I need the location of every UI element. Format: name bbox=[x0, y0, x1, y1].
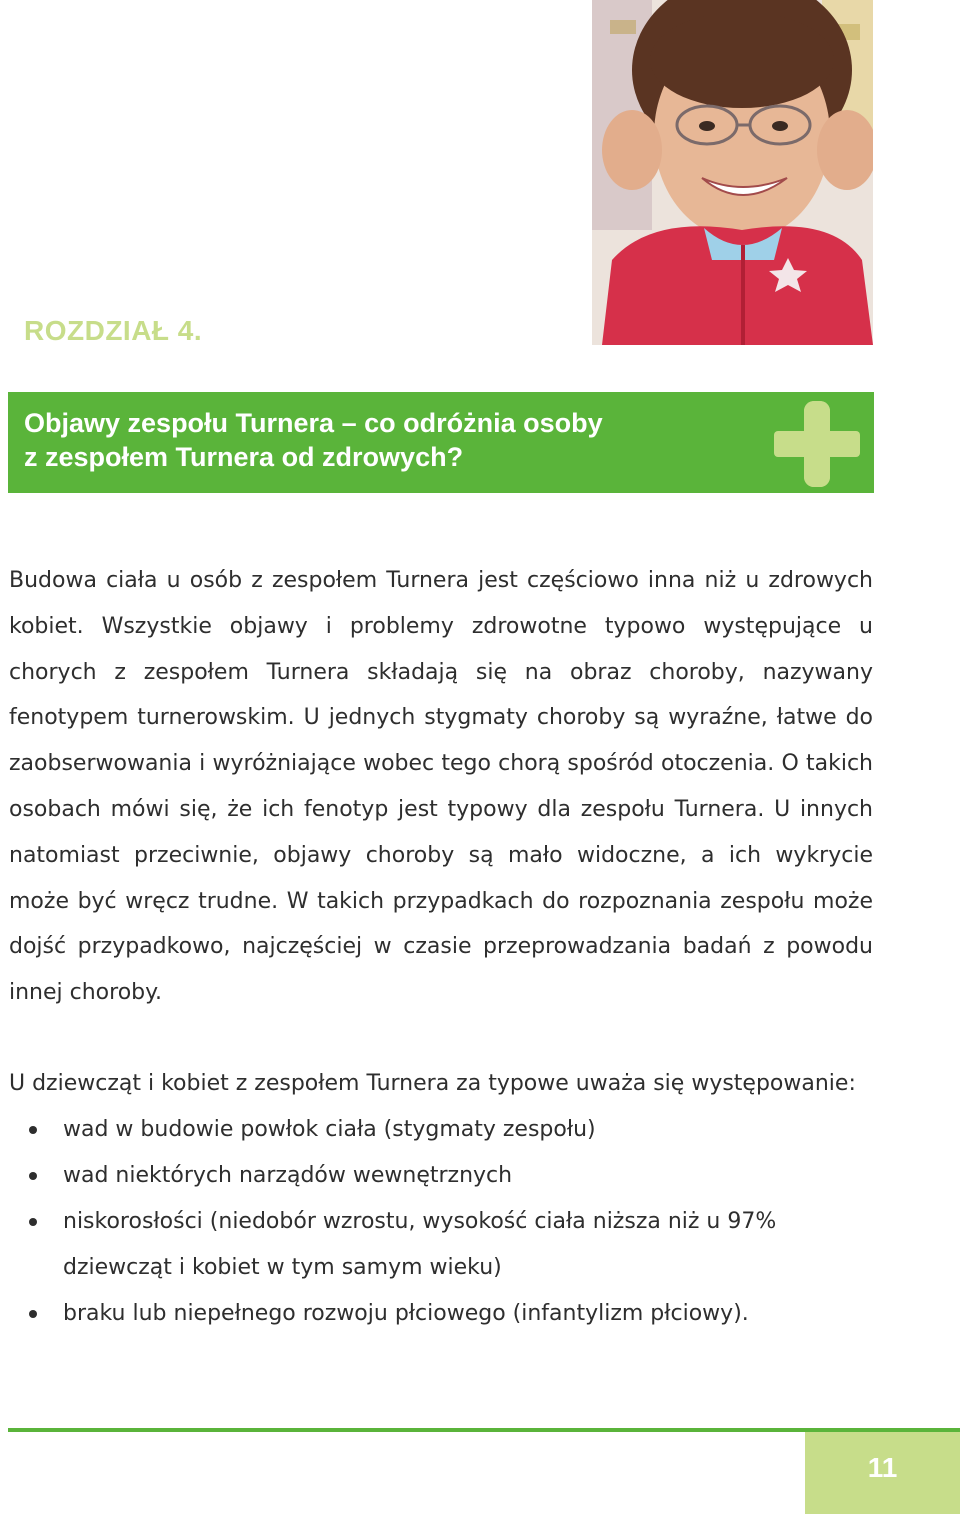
symptom-list bbox=[0, 1107, 873, 1337]
section-title bbox=[24, 406, 744, 474]
list-item bbox=[0, 1107, 873, 1153]
list-item bbox=[0, 1199, 873, 1291]
section-title-line-2: z zespołem Turnera od zdrowych? bbox=[24, 442, 464, 472]
page-number-box bbox=[805, 1432, 960, 1514]
chapter-label: ROZDZIAŁ 4. bbox=[24, 315, 203, 346]
bullet-icon bbox=[29, 1126, 37, 1134]
list-item bbox=[0, 1291, 873, 1337]
section-title-line-1: Objawy zespołu Turnera – co odróżnia osoby bbox=[24, 408, 603, 438]
section-title-banner bbox=[8, 392, 874, 493]
bullet-icon bbox=[29, 1218, 37, 1226]
list-intro: U dziewcząt i kobiet z zespołem Turnera za typowe uważa się występowanie: bbox=[9, 1071, 856, 1096]
page-number: 11 bbox=[867, 1452, 898, 1483]
girl-with-glasses-photo bbox=[592, 0, 873, 345]
list-item-text: wad niektórych narządów wewnętrznych bbox=[63, 1163, 513, 1188]
list-item-text: wad w budowie powłok ciała (stygmaty zespołu) bbox=[63, 1117, 596, 1142]
bullet-icon bbox=[29, 1172, 37, 1180]
list-item bbox=[0, 1153, 873, 1199]
bullet-icon bbox=[29, 1310, 37, 1318]
body-paragraph: Budowa ciała u osób z zespołem Turnera jest częściowo inna niż u zdrowych kobiet. Wszystkie objawy i problemy zdrowotne typowo występujące u chorych z zespołem Turnera składają się na obraz choroby, nazywany fenotypem turnerowskim. U jednych stygmaty choroby są wyraźne, łatwe do zaobserwowania i wyróżniające wobec tego chorą spośród otoczenia. O takich osobach mówi się, że ich fenotyp jest typowy dla zespołu Turnera. U innych natomiast przeciwnie, objawy choroby są mało widoczne, a ich wykrycie może być wręcz trudne. W takich przypadkach do rozpoznania zespołu może dojść przypadkowo, najczęściej w czasie przeprowadzania badań z powodu innej choroby. bbox=[9, 568, 873, 1006]
medical-cross-icon bbox=[774, 401, 860, 487]
list-item-text: braku lub niepełnego rozwoju płciowego (infantylizm płciowy). bbox=[63, 1301, 749, 1326]
list-item-text: niskorosłości (niedobór wzrostu, wysokość ciała niższa niż u 97% dziewcząt i kobiet w tym samym wieku) bbox=[63, 1209, 777, 1280]
